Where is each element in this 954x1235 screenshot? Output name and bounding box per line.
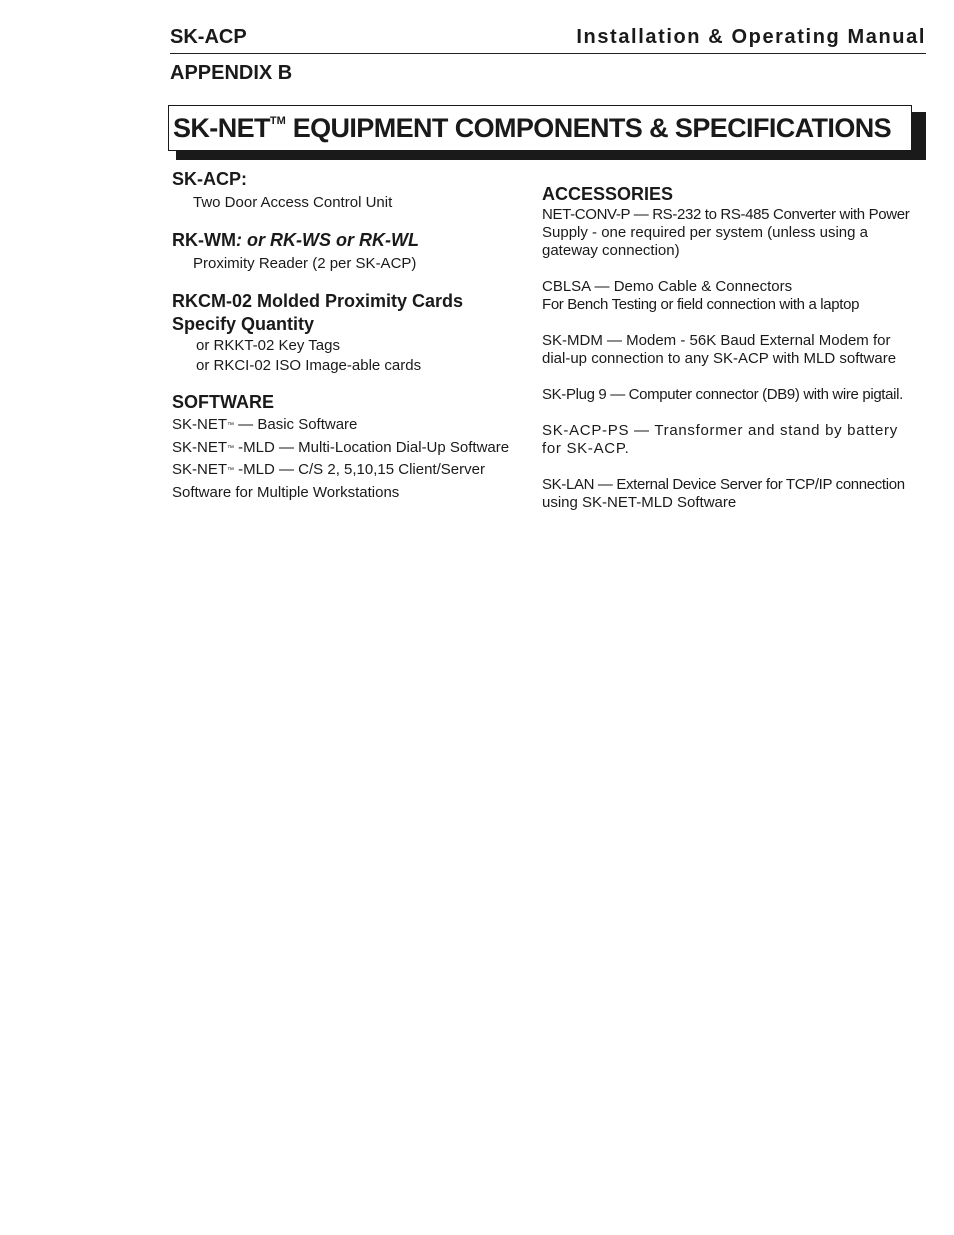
accessories-column: [542, 183, 932, 512]
rk-wm-block: [172, 229, 522, 274]
rkcm-block: [172, 290, 522, 376]
accessory-item: SK-ACP-PS — Transformer and stand by battery for SK-ACP.: [542, 422, 898, 457]
software-block: [172, 391, 522, 504]
accessory-item: NET-CONV-P — RS-232 to RS-485 Converter with Power Supply - one required per system (unless using a gateway connection): [542, 206, 910, 259]
software-item: SK-NET™ — Basic Software: [172, 416, 358, 433]
accessory-item: SK-Plug 9 — Computer connector (DB9) with wire pigtail.: [542, 386, 903, 403]
rkcm-option-1: or RKKT-02 Key Tags: [196, 337, 340, 354]
header-rule: [170, 53, 926, 54]
header-product: SK-ACP: [170, 26, 247, 48]
accessory-item: CBLSA — Demo Cable & Connectors For Bench Testing or field connection with a laptop: [542, 278, 860, 313]
rk-wm-heading: RK-WM: or RK-WS or RK-WL: [172, 230, 419, 250]
software-item-continuation: Software for Multiple Workstations: [172, 483, 400, 501]
accessory-item: SK-LAN — External Device Server for TCP/IP connection using SK-NET-MLD Software: [542, 476, 905, 511]
section-title: SK-NET™ EQUIPMENT COMPONENTS & SPECIFICATIONS: [173, 113, 892, 143]
sk-acp-heading: SK-ACP:: [172, 169, 247, 189]
rkcm-subheading: Specify Quantity: [172, 314, 315, 334]
rkcm-option-2: or RKCI-02 ISO Image-able cards: [196, 357, 422, 374]
appendix-label: APPENDIX B: [170, 62, 293, 84]
software-heading: SOFTWARE: [172, 392, 274, 412]
section-banner: [168, 105, 912, 151]
header-manual-title: Installation & Operating Manual: [576, 26, 926, 48]
software-item: SK-NET™ -MLD — C/S 2, 5,10,15 Client/Server: [172, 461, 485, 478]
software-item: SK-NET™ -MLD — Multi-Location Dial-Up Software: [172, 438, 510, 456]
sk-acp-block: [172, 168, 522, 213]
rkcm-heading: RKCM-02 Molded Proximity Cards: [172, 291, 464, 311]
sk-acp-desc: Two Door Access Control Unit: [193, 194, 393, 211]
rk-wm-desc: Proximity Reader (2 per SK-ACP): [193, 255, 417, 272]
components-column: [172, 168, 522, 504]
accessory-item: SK-MDM — Modem - 56K Baud External Modem for dial-up connection to any SK-ACP with MLD software: [542, 332, 897, 367]
accessories-heading: ACCESSORIES: [542, 184, 674, 204]
